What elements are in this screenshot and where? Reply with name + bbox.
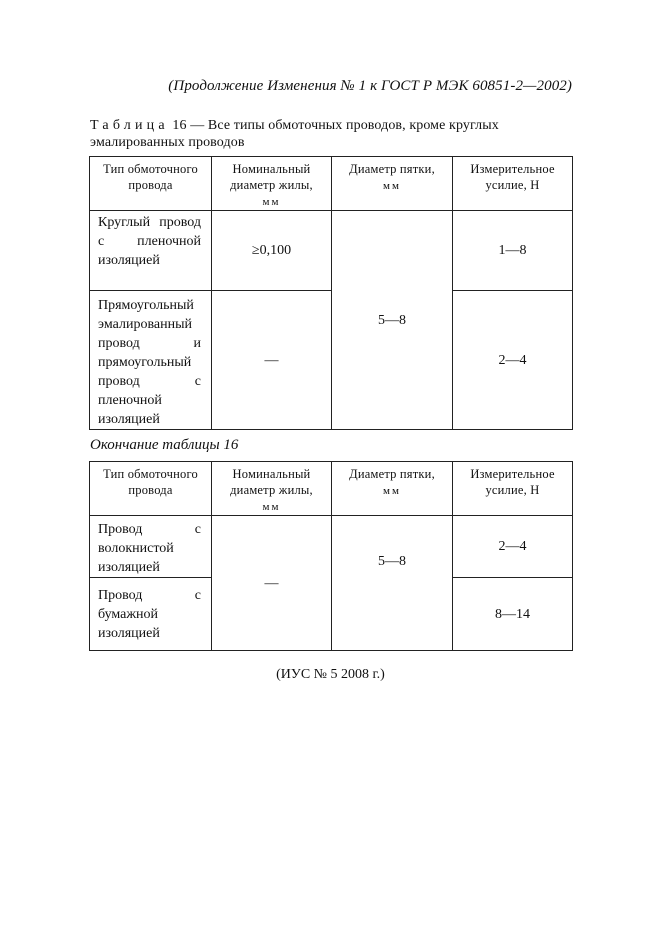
cell-wire-type: Прямоугольный эмалированный провод и прямоугольный провод с пленочной изоляцией bbox=[90, 291, 212, 430]
col-header-force: Измерительное усилие, Н bbox=[453, 157, 573, 211]
cell-force: 1—8 bbox=[453, 211, 573, 291]
page-footer: (ИУС № 5 2008 г.) bbox=[276, 667, 385, 682]
col-header-force: Измерительное усилие, Н bbox=[453, 462, 573, 516]
cell-heel-diameter: 5—8 bbox=[332, 211, 453, 430]
page-header: (Продолжение Изменения № 1 к ГОСТ Р МЭК 60851-2—2002) bbox=[168, 78, 572, 94]
caption-text: — Все типы обмоточных проводов, кроме круглых эмалированных проводов bbox=[90, 118, 499, 150]
table-header-row bbox=[90, 157, 573, 211]
table-row bbox=[90, 516, 573, 578]
caption-number: 16 bbox=[172, 118, 187, 133]
cell-force: 2—4 bbox=[453, 291, 573, 430]
cell-wire-type: Провод с бумажной изоляцией bbox=[90, 578, 212, 651]
col-header-type: Тип обмоточного провода bbox=[90, 157, 212, 211]
cell-wire-type: Провод с волокнистой изоляцией bbox=[90, 516, 212, 578]
col-header-heel: Диаметр пятки, мм bbox=[332, 157, 453, 211]
wire-table-2 bbox=[89, 461, 573, 651]
col-header-diameter: Номинальный диаметр жилы, мм bbox=[212, 157, 332, 211]
table-row bbox=[90, 211, 573, 291]
cell-diameter: — bbox=[212, 516, 332, 651]
col-header-diameter: Номинальный диаметр жилы, мм bbox=[212, 462, 332, 516]
cell-diameter: — bbox=[212, 291, 332, 430]
col-header-type: Тип обмоточного провода bbox=[90, 462, 212, 516]
caption-label: Таблица bbox=[90, 118, 169, 133]
cell-wire-type: Круглый провод с пленочной изоляцией bbox=[90, 211, 212, 291]
col-header-heel: Диаметр пятки, мм bbox=[332, 462, 453, 516]
table-header-row bbox=[90, 462, 573, 516]
table-continuation-caption: Окончание таблицы 16 bbox=[90, 437, 239, 453]
cell-force: 8—14 bbox=[453, 578, 573, 651]
cell-heel-diameter: 5—8 bbox=[332, 516, 453, 651]
table-row bbox=[90, 291, 573, 430]
wire-table-1 bbox=[89, 156, 573, 430]
table-caption bbox=[90, 117, 574, 151]
cell-diameter: ≥0,100 bbox=[212, 211, 332, 291]
cell-force: 2—4 bbox=[453, 516, 573, 578]
